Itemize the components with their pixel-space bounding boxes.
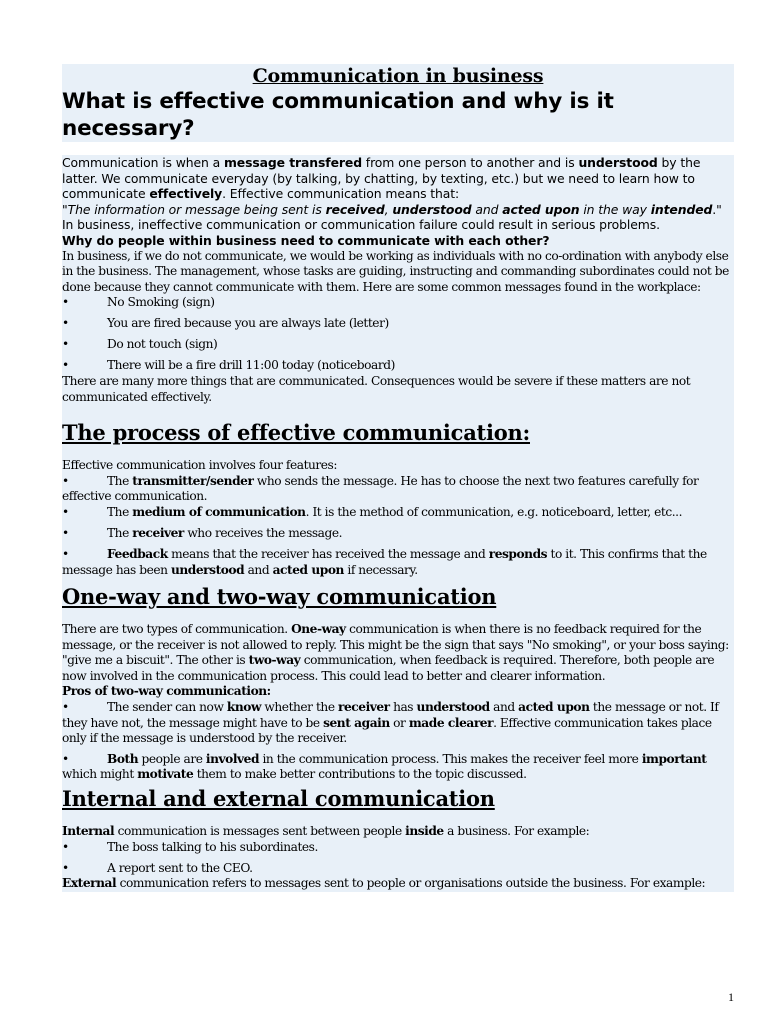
list-item: • Both people are involved in the communication process. This makes the receiver feel more important which might motivate them to make better contributions to the topic discussed. <box>62 751 707 782</box>
section-heading-process: The process of effective communication: <box>62 420 530 446</box>
list-item: • There will be a fire drill 11:00 today (noticeboard) <box>62 358 395 373</box>
workplace-paragraph: In business, if we do not communicate, we would be working as individuals with no co-ordination with anybody else in the business. The management, whose tasks are guiding, instructing and commanding subordinates could not be done because they cannot communicate with them. Here are some common messages found in the workplace: <box>62 248 729 294</box>
failure-paragraph: In business, ineffective communication or communication failure could result in serious problems. <box>62 217 660 233</box>
pros-heading: Pros of two-way communication: <box>62 684 271 699</box>
section-heading-internal: Internal and external communication <box>62 786 495 812</box>
document-page <box>62 64 734 892</box>
subheading: Why do people within business need to communicate with each other? <box>62 232 550 248</box>
internal-paragraph: Internal communication is messages sent between people inside a business. For example: <box>62 824 590 839</box>
list-item: • The receiver who receives the message. <box>62 525 343 540</box>
spacer <box>62 142 734 155</box>
list-item: • The sender can now know whether the receiver has understood and acted upon the message or not. If they have not, the message might have to be sent again or made clearer. Effective communication takes place only if the message is understood by the receiver. <box>62 700 719 746</box>
consequences-paragraph: There are many more things that are communicated. Consequences would be severe if these matters are not communicated effectively. <box>62 373 691 404</box>
list-item: • Feedback means that the receiver has received the message and responds to it. This confirms that the message has been understood and acted upon if necessary. <box>62 546 707 577</box>
list-item: • The transmitter/sender who sends the message. He has to choose the next two features carefully for effective communication. <box>62 473 699 504</box>
intro-section <box>62 88 734 142</box>
definition-quote: "The information or message being sent is received, understood and acted upon in the way intended." <box>62 201 722 217</box>
intro-body <box>62 155 734 892</box>
intro-paragraph: Communication is when a message transfered from one person to another and is understood by the latter. We communicate everyday (by talking, by chatting, by texting, etc.) but we need to learn how to communicate effectively. Effective communication means that: <box>62 155 701 202</box>
oneway-paragraph: There are two types of communication. One-way communication is when there is no feedback required for the message, or the receiver is not allowed to reply. This might be the sign that says "No smoking", or your boss saying: "give me a biscuit". The other is two-way communication, when feedback is required. Therefore, both people are now involved in the communication process. This could lead to better and clearer information. <box>62 622 729 683</box>
document-title: Communication in business <box>62 64 734 88</box>
list-item: • The medium of communication. It is the method of communication, e.g. noticeboard, letter, etc... <box>62 504 683 519</box>
list-item: • Do not touch (sign) <box>62 337 218 352</box>
process-lead: Effective communication involves four features: <box>62 458 338 473</box>
section-heading-oneway: One-way and two-way communication <box>62 584 497 610</box>
external-paragraph: External communication refers to messages sent to people or organisations outside the business. For example: <box>62 876 706 891</box>
page-number: 1 <box>728 990 734 1004</box>
list-item: • No Smoking (sign) <box>62 295 215 310</box>
list-item: • The boss talking to his subordinates. <box>62 839 318 854</box>
list-item: • A report sent to the CEO. <box>62 860 253 875</box>
question-heading: What is effective communication and why is it necessary? <box>62 89 614 141</box>
list-item: • You are fired because you are always late (letter) <box>62 316 389 331</box>
